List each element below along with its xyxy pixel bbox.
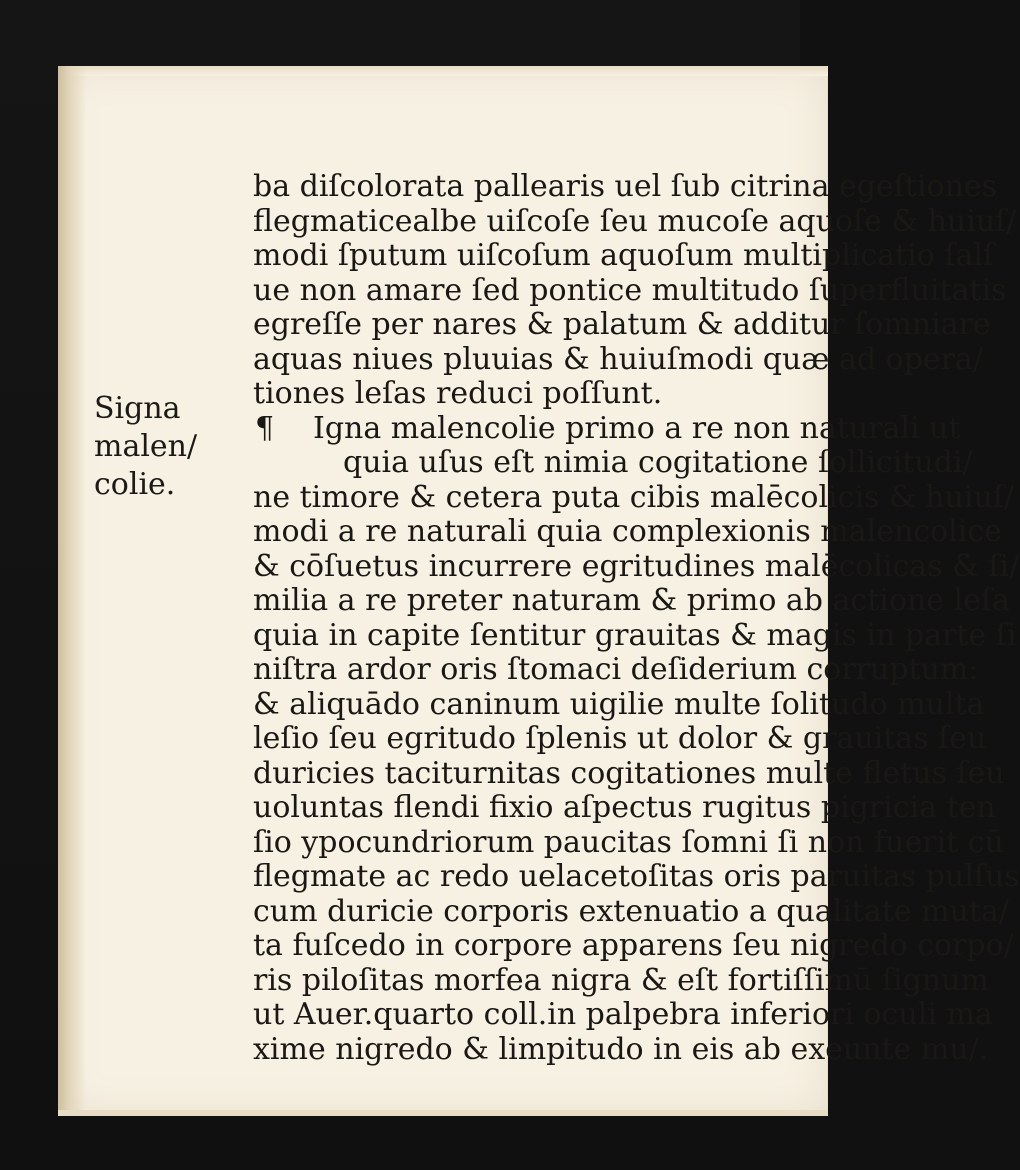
margin-note-line: Signa xyxy=(94,391,181,426)
text-line: flegmaticealbe uiſcoſe ſeu mucoſe aquoſe & huiuſ/ xyxy=(253,203,1017,239)
text-line: niſtra ardor oris ſtomaci deſiderium corruptum: xyxy=(253,652,979,687)
text-line: quia uſus eſt nimia cogitatione ſollicitudi/ xyxy=(343,445,973,480)
text-line: uoluntas flendi fixio aſpectus rugitus pigricia ten xyxy=(253,790,996,825)
text-line: tiones leſas reduci poſſunt. xyxy=(253,376,663,411)
text-line: ue non amare ſed pontice multitudo ſuperfluitatis xyxy=(253,272,1007,308)
paragraph-mark: ¶ xyxy=(255,410,275,446)
page-top-edge xyxy=(58,66,828,76)
text-line: flegmate ac redo uelacetoſitas oris paruitas pulſus xyxy=(253,859,1020,894)
text-line: milia a re preter naturam & primo ab actione leſa xyxy=(253,583,1010,618)
text-line: ba diſcolorata pallearis uel ſub citrina egeſtiones xyxy=(253,169,998,204)
text-line-segment: Igna malencolie primo a re non naturali ut xyxy=(313,410,961,446)
text-line-with-paragraph-mark xyxy=(253,410,961,447)
text-line: quia in capite ſentitur grauitas & magis in parte ſi xyxy=(253,617,1017,653)
text-line: cum duricie corporis extenuatio a qualitate muta/ xyxy=(253,893,1009,929)
text-line: ſio ypocundriorum paucitas ſomni ſi non fuerit cū xyxy=(253,824,1004,860)
page-gutter xyxy=(58,66,86,1116)
text-line: egreſſe per nares & palatum & additur ſomniare xyxy=(253,307,991,342)
text-line: & aliquādo caninum uigilie multe ſolitudo multa xyxy=(253,686,985,722)
text-line: ta fuſcedo in corpore apparens ſeu nigredo corpo/ xyxy=(253,928,1014,963)
margin-note xyxy=(94,390,204,504)
main-text xyxy=(253,169,1020,1067)
text-line: aquas niues pluuias & huiuſmodi quæ ad opera/ xyxy=(253,341,983,377)
text-line: ris piloſitas morfea nigra & eſt fortiſſimū ſignum xyxy=(253,962,989,998)
margin-note-line: colie. xyxy=(94,467,176,502)
page-bottom-edge xyxy=(58,1110,828,1116)
text-line: xime nigredo & limpitudo in eis ab exeunte mu/. xyxy=(253,1031,989,1067)
text-line: modi a re naturali quia complexionis malencolice xyxy=(253,514,1002,549)
text-line: modi ſputum uiſcoſum aquoſum multiplicatio ſalſ xyxy=(253,238,995,273)
margin-note-line: malen/ xyxy=(94,429,198,464)
text-line: duricies taciturnitas cogitationes multe fletus ſeu xyxy=(253,755,1005,791)
text-line: & cōſuetus incurrere egritudines malēcolicas & ſi/ xyxy=(253,548,1020,584)
text-line: ne timore & cetera puta cibis malēcolicis & huiuſ/ xyxy=(253,479,1014,515)
text-line: leſio ſeu egritudo ſplenis ut dolor & grauitas ſeu xyxy=(253,721,987,756)
text-line: ut Auer.quarto coll.in palpebra inferiori oculi ma xyxy=(253,997,993,1032)
